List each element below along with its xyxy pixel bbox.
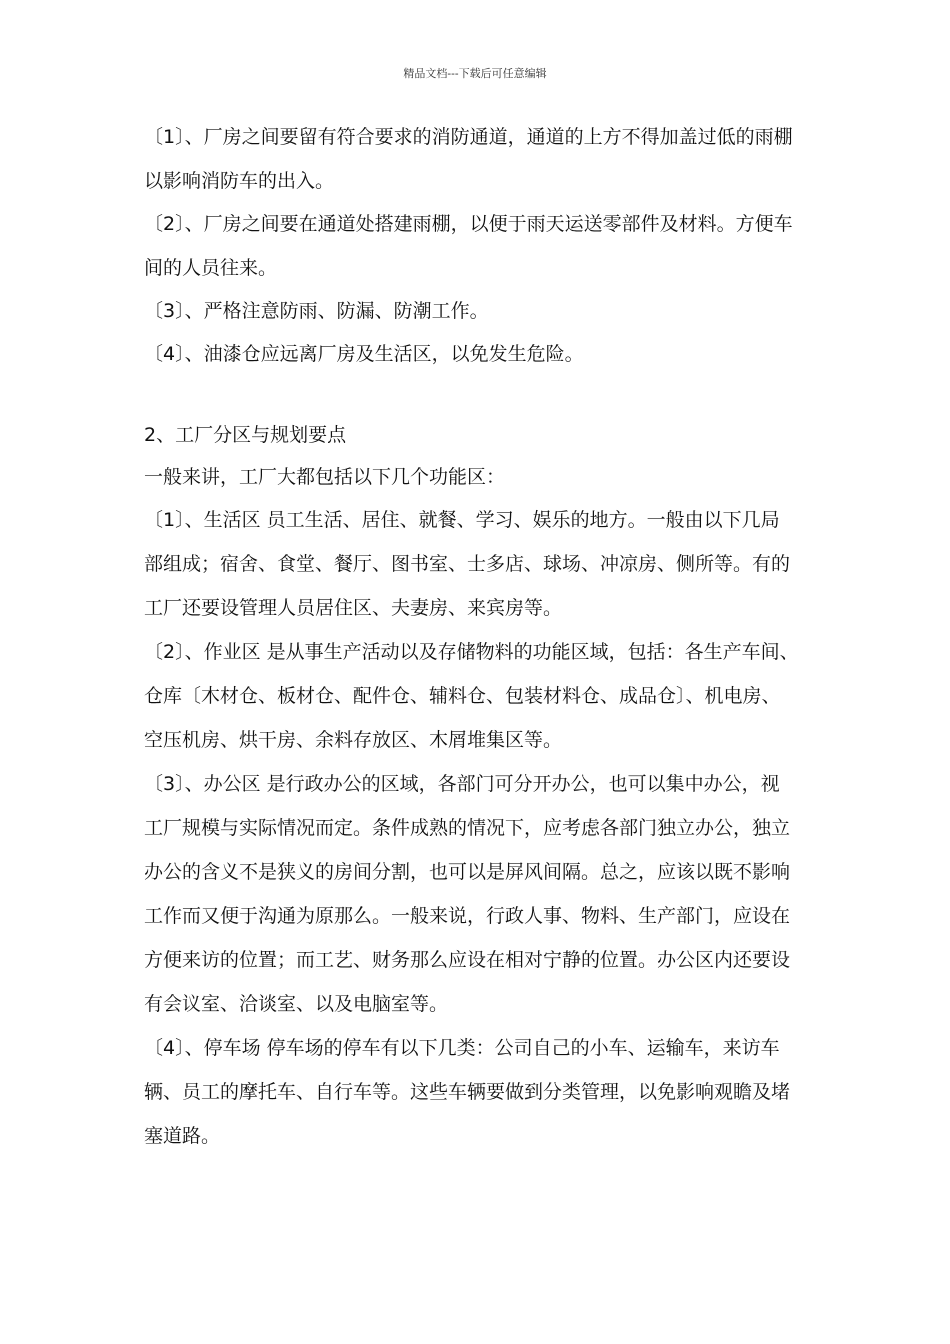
text-line: 辆、员工的摩托车、自行车等。这些车辆要做到分类管理，以免影响观瞻及堵 <box>144 1081 791 1103</box>
text-line: 〔3〕、办公区 是行政办公的区域，各部门可分开办公，也可以集中办公，视 <box>144 773 780 795</box>
text-line: 〔2〕、作业区 是从事生产活动以及存储物料的功能区域，包括：各生产车间、 <box>144 641 799 663</box>
text-line: 〔4〕、油漆仓应远离厂房及生活区，以免发生危险。 <box>144 343 584 365</box>
text-line: 〔2〕、厂房之间要在通道处搭建雨棚，以便于雨天运送零部件及材料。方便车 <box>144 213 793 235</box>
text-line: 空压机房、烘干房、余料存放区、木屑堆集区等。 <box>144 729 563 751</box>
text-line: 仓库〔木材仓、板材仓、配件仓、辅料仓、包装材料仓、成品仓〕、机电房、 <box>144 685 781 707</box>
text-line: 〔1〕、生活区 员工生活、居住、就餐、学习、娱乐的地方。一般由以下几局 <box>144 509 780 531</box>
text-line: 工厂还要设管理人员居住区、夫妻房、来宾房等。 <box>144 597 563 619</box>
text-line: 工厂规模与实际情况而定。条件成熟的情况下，应考虑各部门独立办公，独立 <box>144 817 791 839</box>
text-line: 〔1〕、厂房之间要留有符合要求的消防通道，通道的上方不得加盖过低的雨棚 <box>144 126 793 148</box>
text-line: 〔3〕、严格注意防雨、防漏、防潮工作。 <box>144 300 489 322</box>
text-line: 〔4〕、停车场 停车场的停车有以下几类：公司自己的小车、运输车，来访车 <box>144 1037 780 1059</box>
section-heading: 2、工厂分区与规划要点 <box>144 424 347 446</box>
text-line: 有会议室、洽谈室、以及电脑室等。 <box>144 993 449 1015</box>
text-line: 以影响消防车的出入。 <box>144 170 335 192</box>
text-line: 间的人员往来。 <box>144 257 278 279</box>
text-line: 一般来讲，工厂大都包括以下几个功能区： <box>144 466 506 488</box>
text-line: 塞道路。 <box>144 1125 221 1147</box>
page-header: 精品文档---下载后可任意编辑 <box>403 67 547 80</box>
text-line: 工作而又便于沟通为原那么。一般来说，行政人事、物料、生产部门，应设在 <box>144 905 791 927</box>
text-line: 方便来访的位置；而工艺、财务那么应设在相对宁静的位置。办公区内还要设 <box>144 949 791 971</box>
text-line: 办公的含义不是狭义的房间分割，也可以是屏风间隔。总之，应该以既不影响 <box>144 861 791 883</box>
text-line: 部组成；宿舍、食堂、餐厅、图书室、士多店、球场、冲凉房、侧所等。有的 <box>144 553 791 575</box>
